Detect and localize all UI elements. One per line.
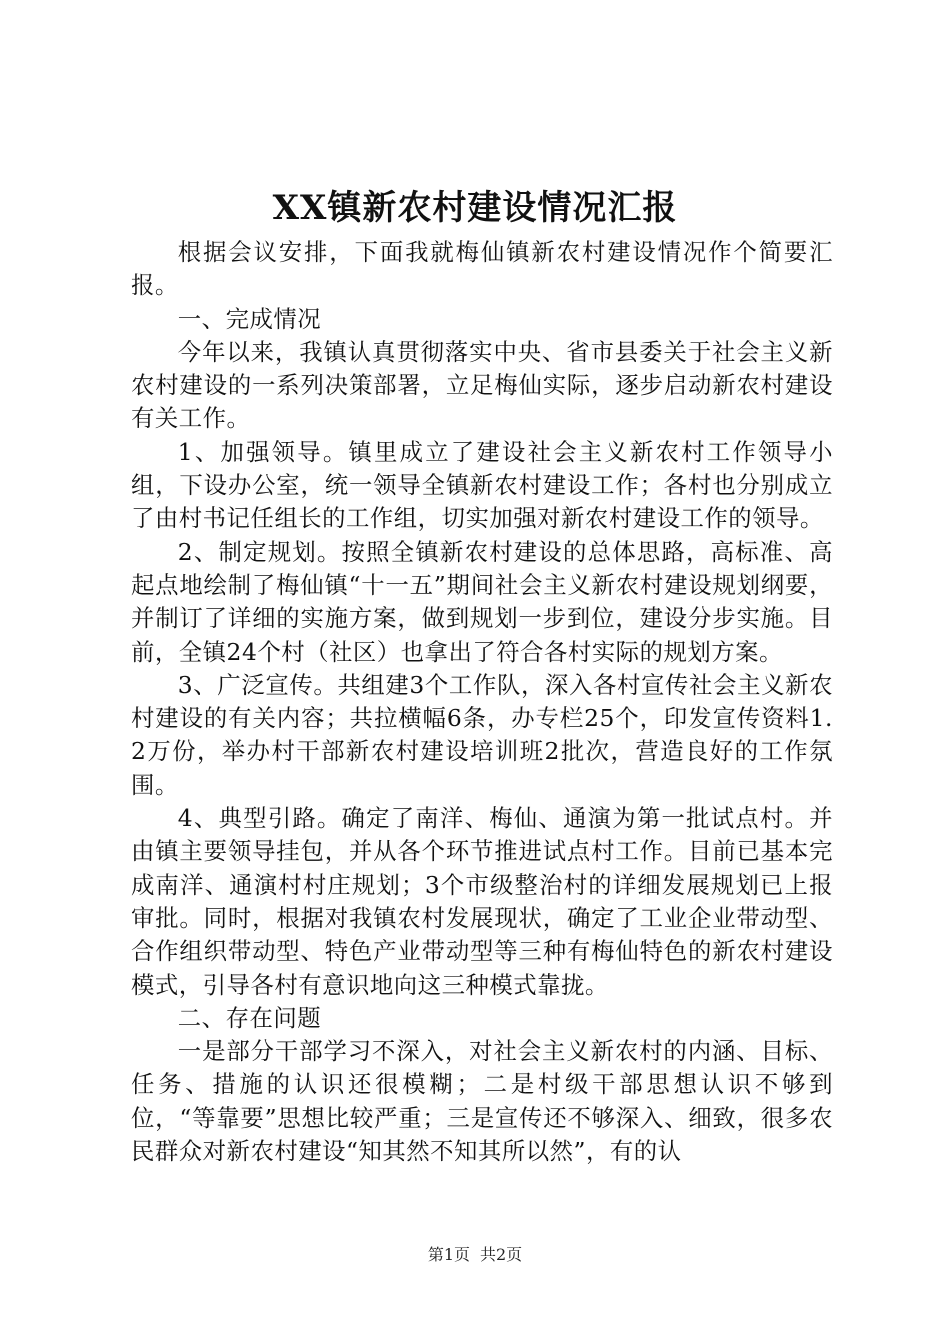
paragraph: 1、加强领导。镇里成立了建设社会主义新农村工作领导小组，下设办公室，统一领导全镇新农村建设工作；各村也分别成立了由村书记任组长的工作组，切实加强对新农村建设工作的领导。 xyxy=(131,437,833,533)
page-footer xyxy=(0,1244,950,1266)
page-number-current: 第1页 xyxy=(427,1245,470,1264)
paragraph: 一是部分干部学习不深入，对社会主义新农村的内涵、目标、任务、措施的认识还很模糊；二是村级干部思想认识不够到位，“等靠要”思想比较严重；三是宣传还不够深入、细致，很多农民群众对新农村建设“知其然不知其所以然”，有的认 xyxy=(131,1037,833,1166)
paragraph: 4、典型引路。确定了南洋、梅仙、通演为第一批试点村。并由镇主要领导挂包，并从各个环节推进试点村工作。目前已基本完成南洋、通演村村庄规划；3个市级整治村的详细发展规划已上报审批。同时，根据对我镇农村发展现状，确定了工业企业带动型、合作组织带动型、特色产业带动型等三种有梅仙特色的新农村建设模式，引导各村有意识地向这三种模式靠拢。 xyxy=(131,804,833,999)
paragraph: 2、制定规划。按照全镇新农村建设的总体思路，高标准、高起点地绘制了梅仙镇“十一五”期间社会主义新农村建设规划纲要，并制订了详细的实施方案，做到规划一步到位，建设分步实施。目前，全镇24个村（社区）也拿出了符合各村实际的规划方案。 xyxy=(131,537,833,666)
document-body xyxy=(131,236,833,1168)
document-title: XX镇新农村建设情况汇报 xyxy=(272,188,678,228)
section-heading-2: 二、存在问题 xyxy=(177,1003,322,1032)
paragraph-intro: 根据会议安排，下面我就梅仙镇新农村建设情况作个简要汇报。 xyxy=(131,238,833,300)
page-number-total: 共2页 xyxy=(480,1245,523,1264)
paragraph: 3、广泛宣传。共组建3个工作队，深入各村宣传社会主义新农村建设的有关内容；共拉横幅6条，办专栏25个，印发宣传资料1.2万份，举办村干部新农村建设培训班2批次，营造良好的工作氛围。 xyxy=(131,670,833,799)
paragraph: 今年以来，我镇认真贯彻落实中央、省市县委关于社会主义新农村建设的一系列决策部署，立足梅仙实际，逐步启动新农村建设有关工作。 xyxy=(131,337,833,433)
section-heading-1: 一、完成情况 xyxy=(177,304,322,333)
